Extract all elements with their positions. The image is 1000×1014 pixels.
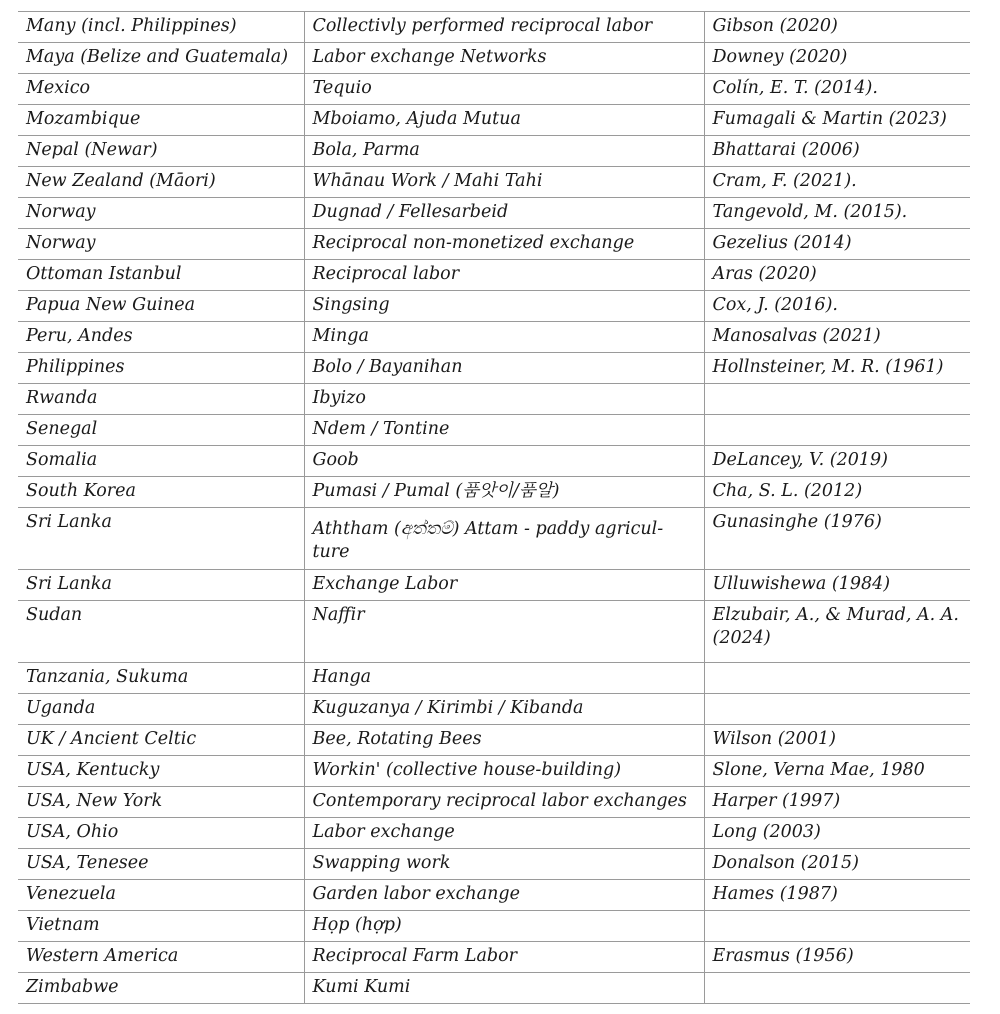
practice-cell: Họp (hợp) (304, 911, 704, 942)
table-row (18, 508, 970, 570)
practice-cell: Ndem / Tontine (304, 415, 704, 446)
source-cell: Tangevold, M. (2015). (704, 198, 970, 229)
region-cell: Mozambique (18, 105, 304, 136)
practice-cell: Bola, Parma (304, 136, 704, 167)
table-row (18, 477, 970, 508)
table-row (18, 694, 970, 725)
practice-cell: Ibyizo (304, 384, 704, 415)
source-cell (704, 911, 970, 942)
source-cell (704, 384, 970, 415)
practice-cell: Naffir (304, 601, 704, 663)
practice-cell: Goob (304, 446, 704, 477)
source-cell (704, 663, 970, 694)
table-row (18, 136, 970, 167)
practice-cell: Whānau Work / Mahi Tahi (304, 167, 704, 198)
region-cell: USA, Tenesee (18, 849, 304, 880)
region-cell: USA, Ohio (18, 818, 304, 849)
source-cell: Bhattarai (2006) (704, 136, 970, 167)
practice-cell: Tequio (304, 74, 704, 105)
table-body (18, 12, 970, 1004)
region-cell: Nepal (Newar) (18, 136, 304, 167)
table-row (18, 663, 970, 694)
source-cell: Hollnsteiner, M. R. (1961) (704, 353, 970, 384)
source-cell: Wilson (2001) (704, 725, 970, 756)
practice-cell: Mboiamo, Ajuda Mutua (304, 105, 704, 136)
practice-cell: Garden labor exchange (304, 880, 704, 911)
practice-cell: Singsing (304, 291, 704, 322)
table-row (18, 12, 970, 43)
table-row (18, 570, 970, 601)
practice-cell: Bolo / Bayanihan (304, 353, 704, 384)
source-cell (704, 415, 970, 446)
practice-cell: Bee, Rotating Bees (304, 725, 704, 756)
table-row (18, 384, 970, 415)
source-cell (704, 694, 970, 725)
source-cell: Gibson (2020) (704, 12, 970, 43)
table-row (18, 446, 970, 477)
reciprocal-labor-table-container (18, 11, 970, 1004)
practice-cell: Kuguzanya / Kirimbi / Kibanda (304, 694, 704, 725)
table-row (18, 43, 970, 74)
table-row (18, 74, 970, 105)
source-cell: Manosalvas (2021) (704, 322, 970, 353)
practice-cell: Pumasi / Pumal (품앗이/품알) (304, 477, 704, 508)
source-cell: Gezelius (2014) (704, 229, 970, 260)
table-row (18, 818, 970, 849)
region-cell: Norway (18, 229, 304, 260)
region-cell: Philippines (18, 353, 304, 384)
practice-cell: Swapping work (304, 849, 704, 880)
region-cell: Ottoman Istanbul (18, 260, 304, 291)
practice-cell: Labor exchange (304, 818, 704, 849)
table-row (18, 942, 970, 973)
source-cell: Downey (2020) (704, 43, 970, 74)
table-row (18, 415, 970, 446)
source-cell: Hames (1987) (704, 880, 970, 911)
source-cell: Erasmus (1956) (704, 942, 970, 973)
region-cell: South Korea (18, 477, 304, 508)
table-row (18, 601, 970, 663)
region-cell: Maya (Belize and Guatemala) (18, 43, 304, 74)
region-cell: USA, New York (18, 787, 304, 818)
table-row (18, 198, 970, 229)
source-cell: Slone, Verna Mae, 1980 (704, 756, 970, 787)
region-cell: New Zealand (Māori) (18, 167, 304, 198)
region-cell: Sri Lanka (18, 508, 304, 570)
region-cell: Vietnam (18, 911, 304, 942)
source-cell: Elzubair, A., & Murad, A. A. (2024) (704, 601, 970, 663)
region-cell: Many (incl. Philippines) (18, 12, 304, 43)
source-cell: Gunasinghe (1976) (704, 508, 970, 570)
region-cell: Tanzania, Sukuma (18, 663, 304, 694)
source-cell: Cox, J. (2016). (704, 291, 970, 322)
source-cell: DeLancey, V. (2019) (704, 446, 970, 477)
table-row (18, 260, 970, 291)
region-cell: Peru, Andes (18, 322, 304, 353)
source-cell: Ulluwishewa (1984) (704, 570, 970, 601)
region-cell: Norway (18, 198, 304, 229)
region-cell: Somalia (18, 446, 304, 477)
practice-cell: Labor exchange Networks (304, 43, 704, 74)
source-cell: Fumagali & Martin (2023) (704, 105, 970, 136)
source-cell: Cha, S. L. (2012) (704, 477, 970, 508)
region-cell: Senegal (18, 415, 304, 446)
practice-cell: Kumi Kumi (304, 973, 704, 1004)
table-row (18, 725, 970, 756)
region-cell: Sudan (18, 601, 304, 663)
source-cell: Aras (2020) (704, 260, 970, 291)
practice-cell: Workin' (collective house-building) (304, 756, 704, 787)
table-row (18, 973, 970, 1004)
reciprocal-labor-table (18, 11, 970, 1004)
source-cell: Harper (1997) (704, 787, 970, 818)
table-row (18, 849, 970, 880)
region-cell: Papua New Guinea (18, 291, 304, 322)
table-row (18, 229, 970, 260)
practice-cell: Reciprocal Farm Labor (304, 942, 704, 973)
table-row (18, 353, 970, 384)
practice-cell: Hanga (304, 663, 704, 694)
table-row (18, 756, 970, 787)
source-cell (704, 973, 970, 1004)
region-cell: Western America (18, 942, 304, 973)
practice-cell: Aththam (අත්තම්) Attam - paddy agricul-ture (304, 508, 704, 570)
practice-cell: Minga (304, 322, 704, 353)
table-row (18, 167, 970, 198)
region-cell: Sri Lanka (18, 570, 304, 601)
practice-cell: Dugnad / Fellesarbeid (304, 198, 704, 229)
table-row (18, 911, 970, 942)
region-cell: Zimbabwe (18, 973, 304, 1004)
table-row (18, 105, 970, 136)
table-row (18, 322, 970, 353)
table-row (18, 787, 970, 818)
source-cell: Colín, E. T. (2014). (704, 74, 970, 105)
practice-cell: Reciprocal non-monetized exchange (304, 229, 704, 260)
source-cell: Cram, F. (2021). (704, 167, 970, 198)
practice-cell: Reciprocal labor (304, 260, 704, 291)
region-cell: Mexico (18, 74, 304, 105)
table-row (18, 291, 970, 322)
region-cell: UK / Ancient Celtic (18, 725, 304, 756)
practice-cell: Collectivly performed reciprocal labor (304, 12, 704, 43)
region-cell: USA, Kentucky (18, 756, 304, 787)
source-cell: Long (2003) (704, 818, 970, 849)
practice-cell: Exchange Labor (304, 570, 704, 601)
table-row (18, 880, 970, 911)
region-cell: Uganda (18, 694, 304, 725)
source-cell: Donalson (2015) (704, 849, 970, 880)
region-cell: Venezuela (18, 880, 304, 911)
region-cell: Rwanda (18, 384, 304, 415)
practice-cell: Contemporary reciprocal labor exchanges (304, 787, 704, 818)
